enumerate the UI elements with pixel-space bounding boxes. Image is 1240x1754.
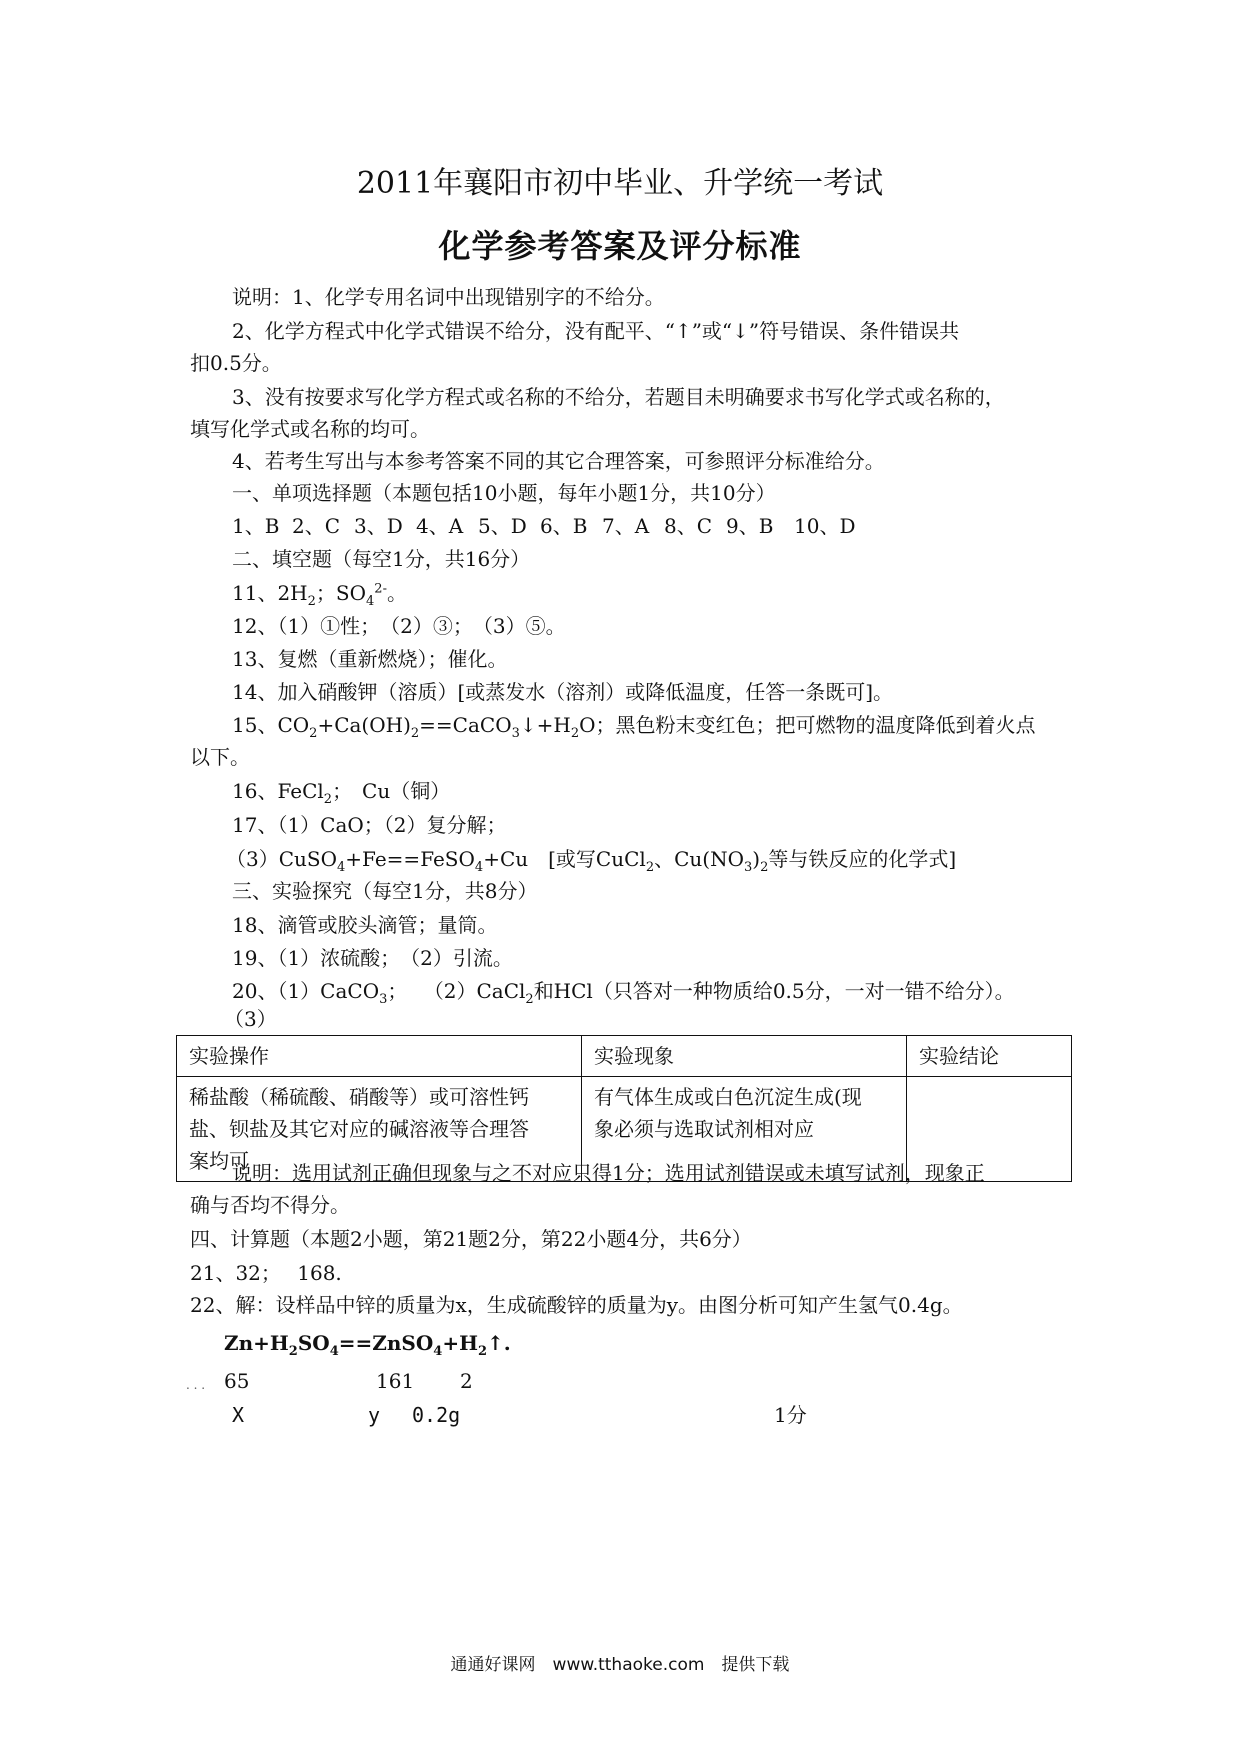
molar-mass-h2: 2 (460, 1369, 473, 1393)
section3-heading: 三、实验探究（每空1分，共8分） (232, 879, 538, 903)
mc-answer: 9、B (726, 514, 774, 538)
answer-15: 15、$CO_2+Ca(OH)_2==CaCO_3↓+H_2O$；黑色粉末变红色；把可燃物的温度降低到着火点 (232, 713, 1036, 741)
answer-17-b: （3）CuSO$_4$+Fe==FeSO$_4$+Cu [或写CuCl$_2$、$Cu(NO_3)_2$等与铁反应的化学式] (226, 847, 957, 875)
note-2-line1: 2、化学方程式中化学式错误不给分，没有配平、“↑”或“↓”符号错误、条件错误共 (232, 319, 960, 343)
answer-19: 19、（1）浓硫酸； （2）引流。 (232, 946, 513, 970)
table-header-row (177, 1036, 1072, 1077)
chemical-equation: $Zn+H_2SO_4==ZnSO_4+H_2↑$. (224, 1331, 511, 1359)
table-header: 实验现象 (582, 1036, 907, 1077)
molar-mass-zn: 65 (224, 1369, 250, 1393)
answer-11: 11、$2H_2$；$SO_4^{2-}$。 (232, 581, 407, 609)
note-4: 4、若考生写出与本参考答案不同的其它合理答案，可参照评分标准给分。 (232, 449, 885, 473)
section3-note-line2: 确与否均不得分。 (190, 1193, 350, 1217)
footer-source: 通通好课网 www.tthaoke.com 提供下载 (450, 1655, 790, 1675)
answer-22: 22、解：设样品中锌的质量为x，生成硫酸锌的质量为y。由图分析可知产生氢气0.4g。 (190, 1293, 963, 1317)
mc-answer: 3、D (354, 514, 403, 538)
answer-21: 21、32； 168. (190, 1261, 342, 1285)
mc-answers (232, 513, 855, 539)
note-3-line2: 填写化学式或名称的均可。 (190, 417, 430, 441)
dots: . . . (186, 1378, 206, 1392)
score-mark: 1分 (774, 1403, 807, 1427)
answer-16: 16、FeCl$_2$； Cu（铜） (232, 779, 451, 807)
mc-answer: 10、D (794, 514, 856, 538)
note-2-line2: 扣0.5分。 (190, 351, 282, 375)
mass-h2: 0.2g (412, 1403, 461, 1427)
note-1: 说明：1、化学专用名词中出现错别字的不给分。 (232, 285, 665, 309)
section3-note-line1: 说明：选用试剂正确但现象与之不对应只得1分；选用试剂错误或未填写试剂，现象正 (232, 1161, 985, 1185)
mc-answer: 8、C (664, 514, 713, 538)
mc-answer: 4、A (416, 514, 464, 538)
answer-15-cont: 以下。 (190, 745, 250, 769)
mc-answer: 5、D (478, 514, 527, 538)
operation-cell: 稀盐酸（稀硫酸、硝酸等）或可溶性钙 盐、钡盐及其它对应的碱溶液等合理答 案均可 (177, 1077, 582, 1182)
answer-20: 20、（1）CaCO$_3$； （2）CaCl$_2$和HCl（只答对一种物质给0.5分，一对一错不给分）。 (232, 979, 1015, 1007)
mc-answer: 7、A (602, 514, 650, 538)
mc-answer: 1、B (232, 514, 280, 538)
answer-13: 13、复燃（重新燃烧）；催化。 (232, 647, 508, 671)
exam-title: 2011年襄阳市初中毕业、升学统一考试 (356, 166, 884, 201)
mc-answer: 6、B (540, 514, 588, 538)
note-3-line1: 3、没有按要求写化学方程式或名称的不给分，若题目未明确要求书写化学式或名称的， (232, 385, 1005, 409)
table-header: 实验操作 (177, 1036, 582, 1077)
answer-17-a: 17、（1）CaO；（2）复分解； (232, 813, 507, 837)
answer-12: 12、（1）①性； （2）③； （3）⑤。 (232, 614, 566, 638)
answer-20-3: （3） (224, 1007, 277, 1031)
section2-heading: 二、填空题（每空1分，共16分） (232, 547, 531, 571)
mc-answer: 2、C (292, 514, 341, 538)
answer-14: 14、加入硝酸钾（溶质）[或蒸发水（溶剂）或降低温度，任答一条既可]。 (232, 680, 894, 704)
answer-key-title: 化学参考答案及评分标准 (438, 227, 802, 265)
section1-heading: 一、单项选择题（本题包括10小题，每年小题1分，共10分） (232, 481, 776, 505)
section4-heading: 四、计算题（本题2小题，第21题2分，第22小题4分，共6分） (190, 1227, 752, 1251)
molar-mass-znso4: 161 (376, 1369, 415, 1393)
var-y: y (368, 1403, 381, 1427)
var-x: X (232, 1403, 245, 1427)
answer-18: 18、滴管或胶头滴管；量筒。 (232, 913, 498, 937)
table-header: 实验结论 (907, 1036, 1072, 1077)
phenomenon-cell: 有气体生成或白色沉淀生成(现 象必须与选取试剂相对应 (582, 1077, 907, 1182)
